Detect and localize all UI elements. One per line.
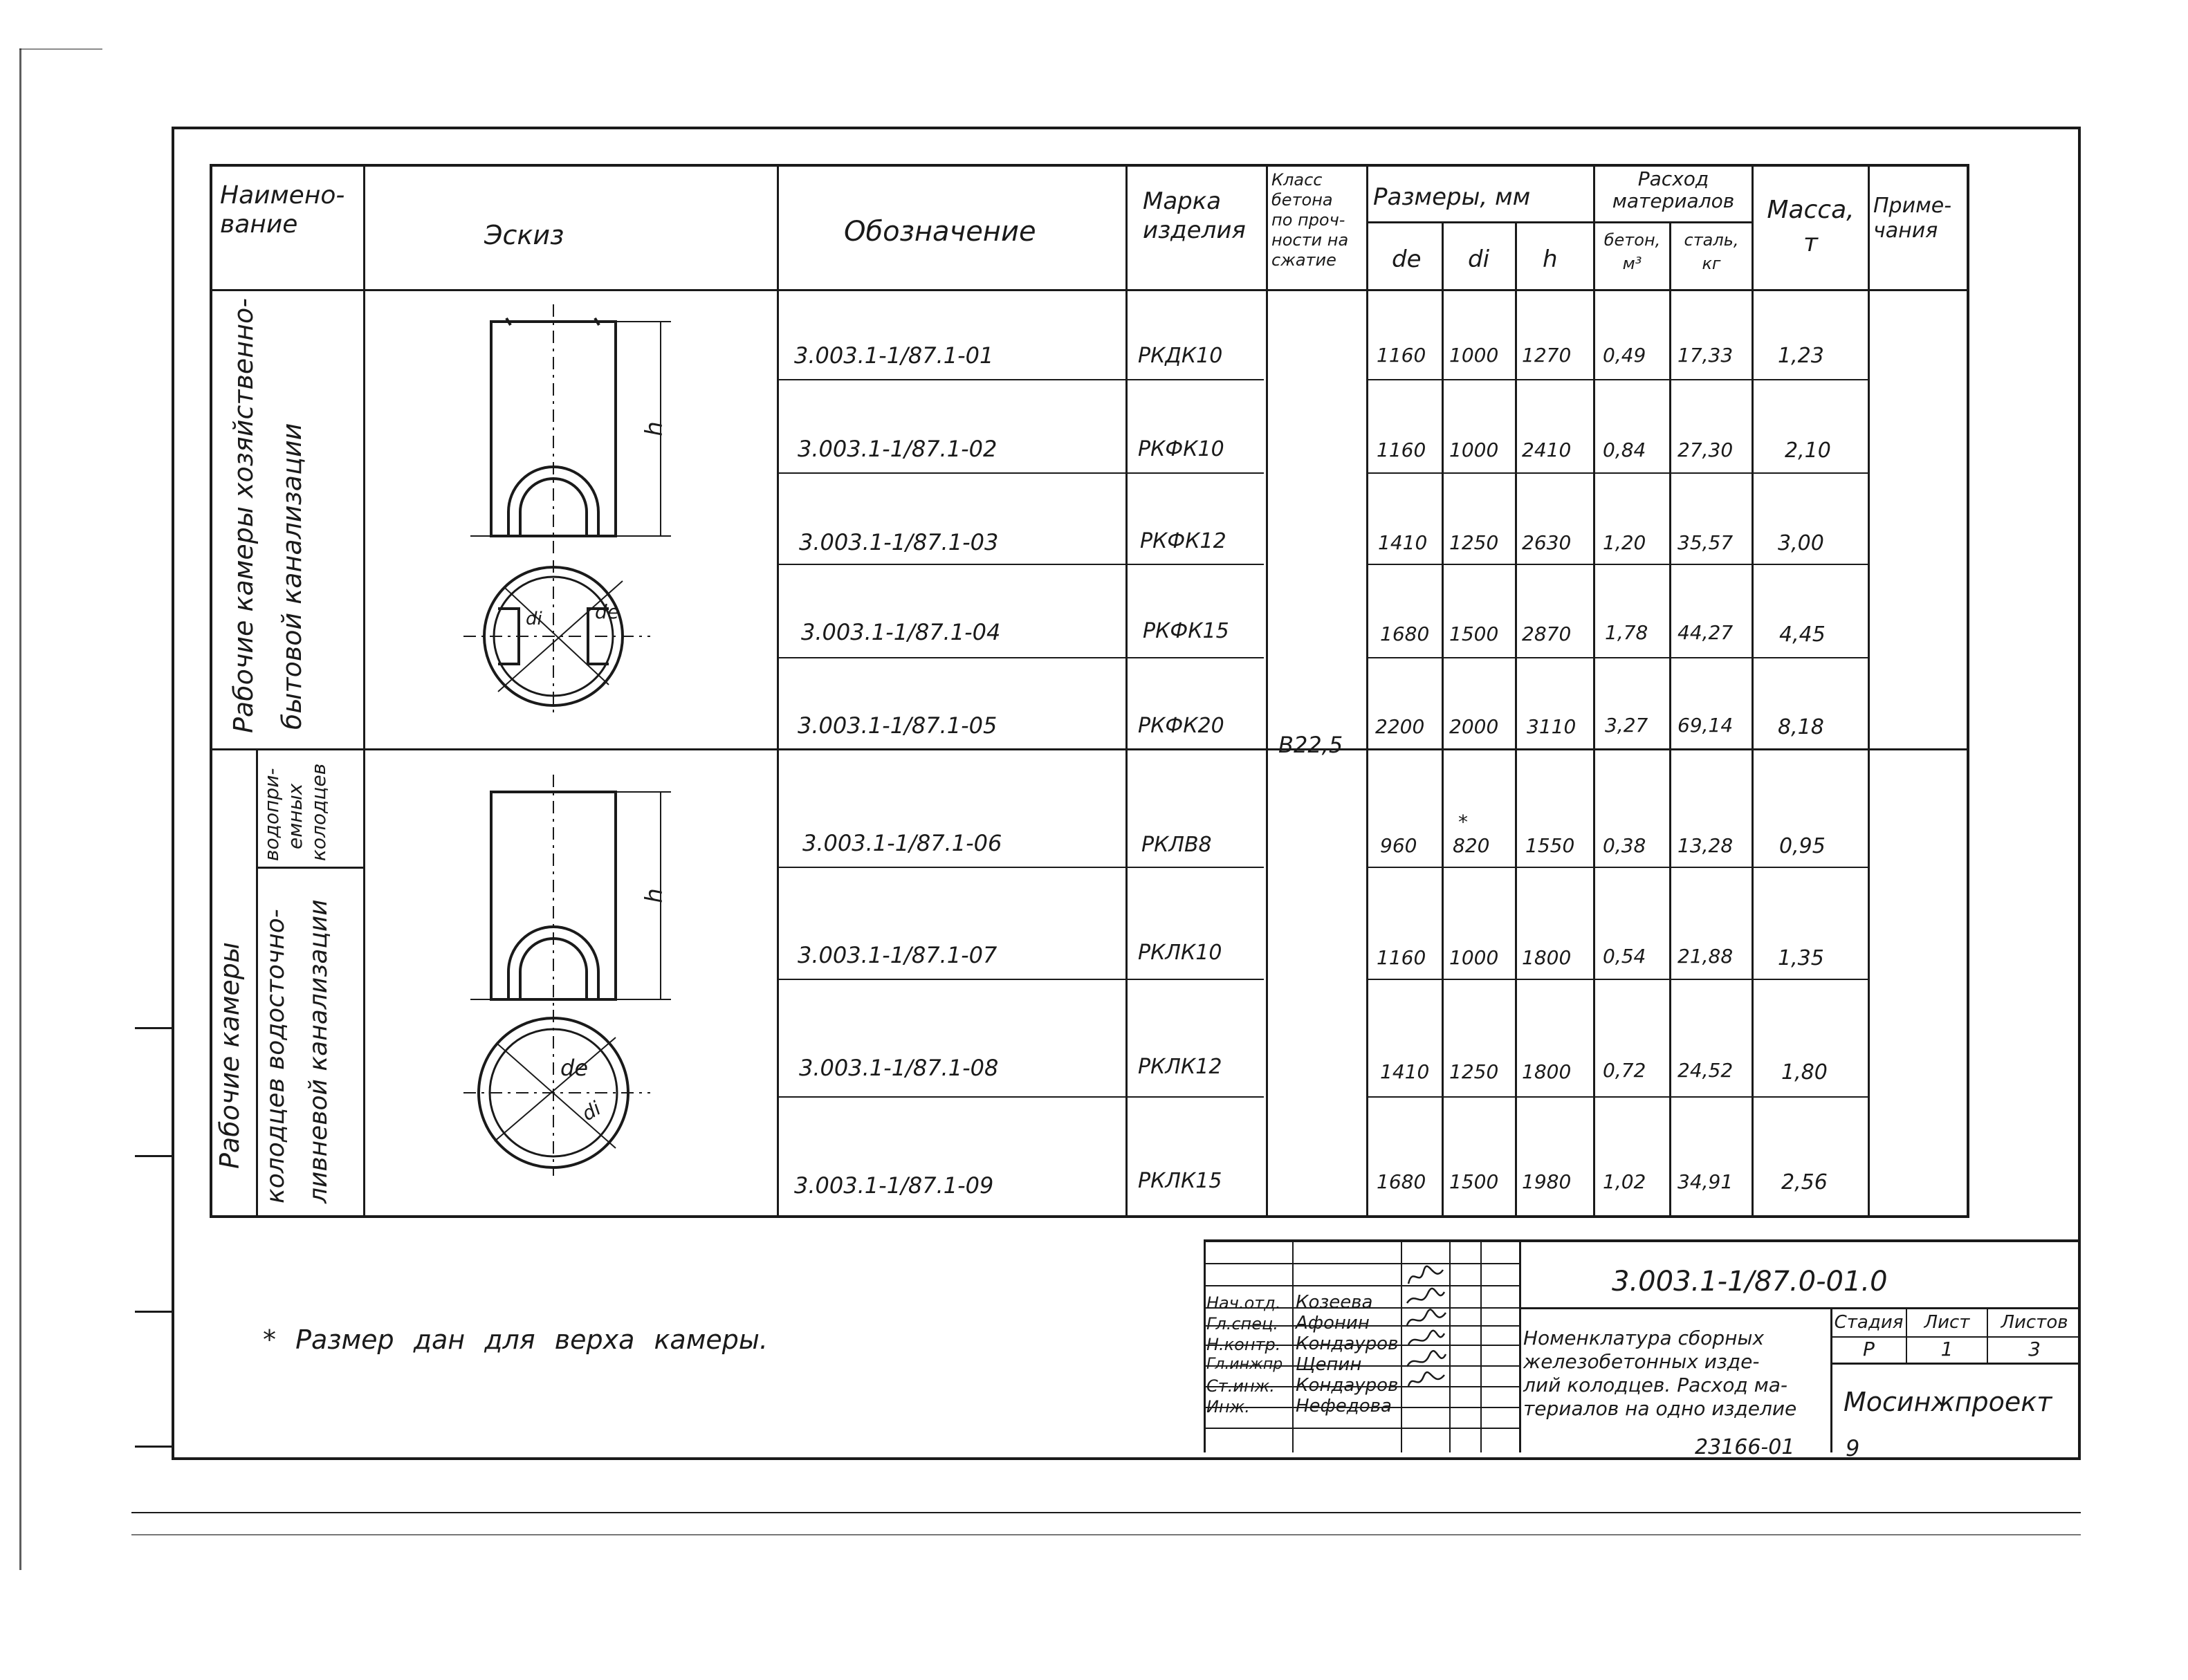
title-description: Номенклатура сборных железобетонных изде- лий колодцев. Расход ма- териалов на одно изделие [1523, 1327, 1797, 1420]
person-role: Ст.инж. [1206, 1376, 1275, 1396]
mass-cell: 1,80 [1781, 1060, 1828, 1084]
header-designation: Обозначение [844, 216, 1036, 248]
di-cell: 1000 [1449, 344, 1499, 367]
inventory-number: 23166-01 [1695, 1435, 1795, 1459]
de-cell: 1160 [1377, 946, 1426, 969]
h-cell: 1270 [1522, 344, 1572, 367]
concrete-cell: 0,54 [1603, 945, 1646, 968]
concrete-cell: 0,72 [1603, 1059, 1646, 1082]
concrete-cell: 1,78 [1605, 621, 1648, 644]
de-cell: 1680 [1380, 622, 1430, 645]
di-cell: 1000 [1449, 946, 1499, 969]
sheets-label: Листов [2001, 1312, 2068, 1333]
title-code: 3.003.1-1/87.0-01.0 [1612, 1266, 1888, 1298]
de-cell: 1160 [1377, 344, 1426, 367]
concrete-cell: 1,02 [1603, 1170, 1646, 1193]
mark-cell: РКФК10 [1138, 437, 1224, 461]
concrete-cell: 0,84 [1603, 439, 1646, 461]
group1-label-line2: бытовой канализации [277, 423, 307, 730]
header-steel: сталь, кг [1684, 230, 1739, 273]
designation-cell: 3.003.1-1/87.1-07 [798, 942, 998, 968]
mark-cell: РКДК10 [1138, 344, 1223, 368]
mass-cell: 2,56 [1781, 1170, 1828, 1194]
person-name: Щепин [1296, 1354, 1362, 1375]
header-materials: Расход материалов [1612, 167, 1735, 212]
mass-cell: 0,95 [1779, 834, 1826, 858]
header-dimensions: Размеры, мм [1373, 183, 1531, 211]
page-number: 9 [1846, 1435, 1860, 1461]
de-cell: 960 [1380, 834, 1417, 857]
person-name: Нефедова [1296, 1396, 1392, 1416]
header-mass: Масса, т [1767, 196, 1855, 257]
h-cell: 1800 [1522, 946, 1572, 969]
person-role: Гл.инжпр [1206, 1356, 1283, 1373]
mark-cell: РКЛК12 [1138, 1055, 1222, 1079]
sketch1-h-label: h [640, 421, 668, 436]
h-cell: 1800 [1522, 1060, 1572, 1083]
person-name: Кондауров [1296, 1375, 1399, 1396]
person-role: Инж. [1206, 1397, 1250, 1416]
steel-cell: 13,28 [1677, 834, 1734, 857]
group2b-line1: колодцев водосточно- [261, 909, 290, 1203]
group2a-line3: колодцев [307, 763, 330, 861]
sketch1-de-label: de [595, 600, 619, 623]
h-cell: 1980 [1522, 1170, 1572, 1193]
di-cell: 2000 [1449, 715, 1499, 738]
group2a-line2: емных [284, 783, 306, 849]
steel-cell: 17,33 [1677, 344, 1734, 367]
de-cell: 1160 [1377, 439, 1426, 461]
person-role: Гл.спец. [1206, 1314, 1278, 1333]
mark-cell: РКЛК10 [1138, 941, 1222, 965]
mark-cell: РКФК15 [1143, 619, 1229, 643]
organization-name: Мосинжпроект [1844, 1387, 2052, 1417]
concrete-cell: 3,27 [1605, 714, 1648, 737]
header-notes: Приме- чания [1873, 194, 1952, 243]
de-cell: 2200 [1375, 715, 1425, 738]
person-name: Козеева [1296, 1292, 1373, 1313]
mark-cell: РКЛВ8 [1141, 833, 1212, 857]
h-cell: 2410 [1522, 439, 1572, 461]
designation-cell: 3.003.1-1/87.1-08 [799, 1055, 999, 1081]
header-concrete-class: Класс бетона по проч- ности на сжатие [1271, 170, 1349, 270]
designation-cell: 3.003.1-1/87.1-04 [801, 619, 1001, 645]
h-cell: 2870 [1522, 622, 1572, 645]
h-cell: 1550 [1525, 834, 1575, 857]
sketch2-h-label: h [640, 888, 668, 903]
mark-cell: РКФК20 [1138, 714, 1224, 738]
steel-cell: 24,52 [1677, 1059, 1734, 1082]
group1-label-line1: Рабочие камеры хозяйственно- [228, 298, 259, 733]
concrete-cell: 0,38 [1603, 834, 1646, 857]
de-cell: 1410 [1380, 1060, 1430, 1083]
header-mark: Марка изделия [1143, 187, 1246, 244]
steel-cell: 27,30 [1677, 439, 1734, 461]
header-dim-h: h [1543, 246, 1558, 273]
header-dim-di: di [1468, 246, 1490, 273]
designation-cell: 3.003.1-1/87.1-03 [799, 529, 999, 555]
sheet-value: 1 [1940, 1338, 1953, 1360]
group2b-line2: ливневой канализации [304, 899, 333, 1203]
concrete-cell: 1,20 [1603, 531, 1646, 554]
steel-cell: 21,88 [1677, 945, 1734, 968]
group2-label: Рабочие камеры [214, 942, 245, 1169]
designation-cell: 3.003.1-1/87.1-02 [798, 436, 998, 462]
person-name: Афонин [1296, 1313, 1370, 1333]
di-cell: 1500 [1449, 622, 1499, 645]
footnote: * Размер дан для верха камеры. [263, 1324, 768, 1355]
concrete-cell: 0,49 [1603, 344, 1646, 367]
person-role: Нач.отд. [1206, 1293, 1281, 1313]
mass-cell: 1,23 [1778, 344, 1824, 368]
di-footnote-mark: * [1458, 811, 1468, 833]
stage-label: Стадия [1834, 1312, 1904, 1333]
header-name: Наимено- вание [220, 181, 345, 239]
concrete-class-value: B22,5 [1278, 732, 1343, 758]
signatures-picture [1403, 1263, 1449, 1429]
sketch2-di-label: di [578, 1096, 605, 1126]
h-cell: 2630 [1522, 531, 1572, 554]
stage-value: Р [1863, 1338, 1875, 1360]
di-cell: 1250 [1449, 1060, 1499, 1083]
de-cell: 1680 [1377, 1170, 1426, 1193]
mass-cell: 3,00 [1778, 531, 1824, 555]
group2a-line1: водопри- [260, 768, 283, 861]
sketch1-di-label: di [526, 609, 542, 629]
di-cell: 1250 [1449, 531, 1499, 554]
header-sketch: Эскиз [484, 220, 564, 250]
mass-cell: 4,45 [1779, 622, 1826, 647]
mass-cell: 8,18 [1778, 715, 1824, 739]
steel-cell: 34,91 [1677, 1170, 1734, 1193]
designation-cell: 3.003.1-1/87.1-09 [794, 1172, 994, 1199]
sheets-value: 3 [2028, 1338, 2041, 1360]
mass-cell: 2,10 [1785, 439, 1831, 463]
mark-cell: РКФК12 [1140, 529, 1226, 553]
designation-cell: 3.003.1-1/87.1-01 [794, 342, 994, 369]
sheet-label: Лист [1924, 1312, 1970, 1333]
person-name: Кондауров [1296, 1333, 1399, 1354]
h-cell: 3110 [1527, 715, 1576, 738]
header-dim-de: de [1392, 246, 1422, 273]
designation-cell: 3.003.1-1/87.1-05 [798, 712, 998, 739]
di-cell: 1000 [1449, 439, 1499, 461]
sketch2-de-label: de [560, 1055, 588, 1081]
de-cell: 1410 [1378, 531, 1428, 554]
steel-cell: 35,57 [1677, 531, 1734, 554]
person-role: Н.контр. [1206, 1335, 1281, 1354]
di-cell: 820 [1453, 834, 1490, 857]
steel-cell: 44,27 [1677, 621, 1734, 644]
steel-cell: 69,14 [1677, 714, 1734, 737]
designation-cell: 3.003.1-1/87.1-06 [802, 830, 1002, 856]
di-cell: 1500 [1449, 1170, 1499, 1193]
mass-cell: 1,35 [1778, 946, 1824, 970]
header-concrete: бетон, м³ [1603, 230, 1661, 273]
mark-cell: РКЛК15 [1138, 1169, 1222, 1193]
